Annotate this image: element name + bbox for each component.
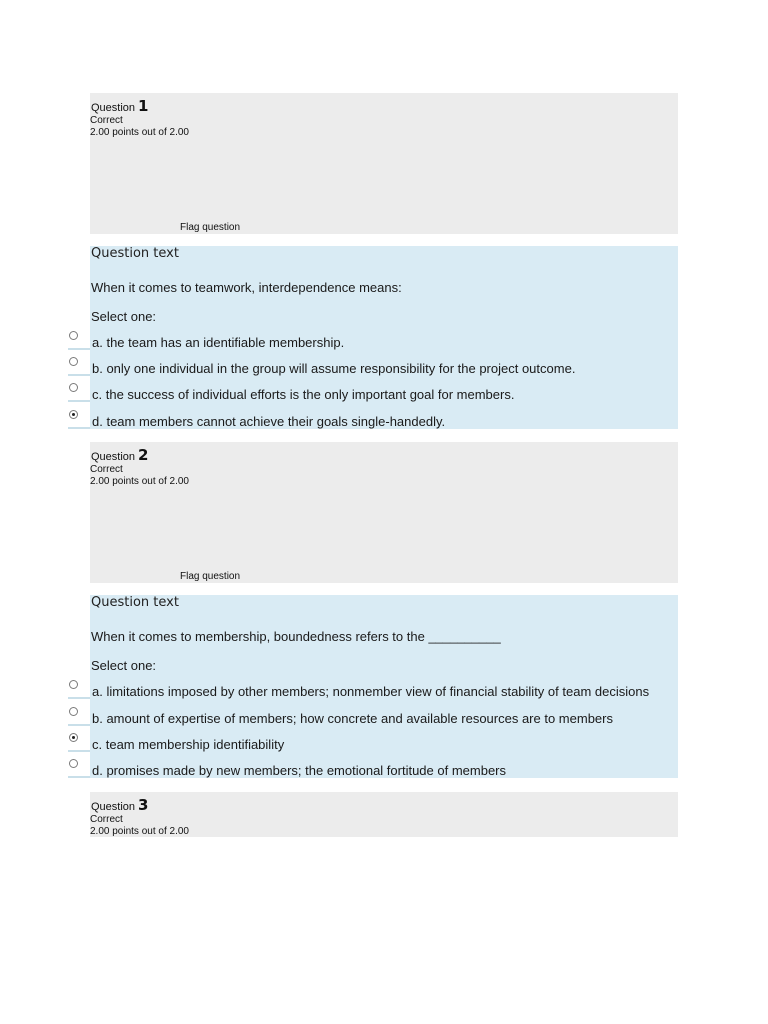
question-2-info (90, 442, 678, 583)
question-number: 1 (138, 97, 149, 115)
question-1-state: Correct (90, 115, 123, 126)
question-3-state: Correct (90, 814, 123, 825)
question-2-flag-link[interactable]: Flag question (180, 571, 241, 582)
question-3-grade: 2.00 points out of 2.00 (90, 826, 189, 837)
question-number: 2 (138, 446, 149, 464)
question-3-info (90, 792, 678, 837)
option-underline (68, 776, 90, 778)
question-1-flag-link[interactable]: Flag question (180, 222, 241, 233)
radio-button-selected[interactable] (69, 733, 78, 742)
question-2-text-heading: Question text (91, 595, 179, 610)
question-word: Question (91, 102, 136, 114)
question-1-prompt: Select one: (91, 309, 157, 324)
question-1-option-b[interactable] (66, 361, 678, 379)
option-label[interactable]: d. promises made by new members; the emotional fortitude of members (92, 763, 507, 778)
question-1-option-a[interactable] (66, 335, 678, 353)
question-2-grade: 2.00 points out of 2.00 (90, 476, 189, 487)
question-1-text: When it comes to teamwork, interdependence means: (91, 280, 402, 295)
option-label[interactable]: a. the team has an identifiable membership. (92, 335, 345, 350)
option-underline (68, 750, 90, 752)
radio-button[interactable] (69, 759, 78, 768)
option-label[interactable]: c. team membership identifiability (92, 737, 285, 752)
question-1-text-heading: Question text (91, 246, 179, 261)
option-underline (68, 348, 90, 350)
question-1-option-c[interactable] (66, 387, 678, 405)
question-word: Question (91, 451, 136, 463)
option-underline (68, 697, 90, 699)
option-underline (68, 724, 90, 726)
question-2-label (91, 446, 148, 464)
radio-button[interactable] (69, 383, 78, 392)
question-number: 3 (138, 796, 149, 814)
option-label[interactable]: a. limitations imposed by other members; nonmember view of financial stability of team decisions (92, 684, 650, 699)
option-underline (68, 427, 90, 429)
option-label[interactable]: d. team members cannot achieve their goals single-handedly. (92, 414, 446, 429)
question-2-option-b[interactable] (66, 711, 678, 729)
question-2-state: Correct (90, 464, 123, 475)
option-underline (68, 374, 90, 376)
question-2-option-d[interactable] (66, 763, 678, 781)
question-1-info (90, 93, 678, 234)
radio-button[interactable] (69, 357, 78, 366)
option-label[interactable]: c. the success of individual efforts is the only important goal for members. (92, 387, 515, 402)
radio-button[interactable] (69, 331, 78, 340)
question-2-option-c[interactable] (66, 737, 678, 755)
question-2-option-a[interactable] (66, 684, 678, 702)
option-label[interactable]: b. amount of expertise of members; how concrete and available resources are to members (92, 711, 613, 726)
radio-button[interactable] (69, 707, 78, 716)
question-3-label (91, 796, 148, 814)
question-2-prompt: Select one: (91, 658, 157, 673)
question-1-grade: 2.00 points out of 2.00 (90, 127, 189, 138)
option-label[interactable]: b. only one individual in the group will assume responsibility for the project outcome. (92, 361, 576, 376)
question-word: Question (91, 801, 136, 813)
radio-button[interactable] (69, 680, 78, 689)
question-1-label (91, 97, 148, 115)
option-underline (68, 400, 90, 402)
question-2-text: When it comes to membership, boundedness refers to the __________ (91, 629, 501, 644)
question-1-option-d[interactable] (66, 414, 678, 432)
radio-button-selected[interactable] (69, 410, 78, 419)
